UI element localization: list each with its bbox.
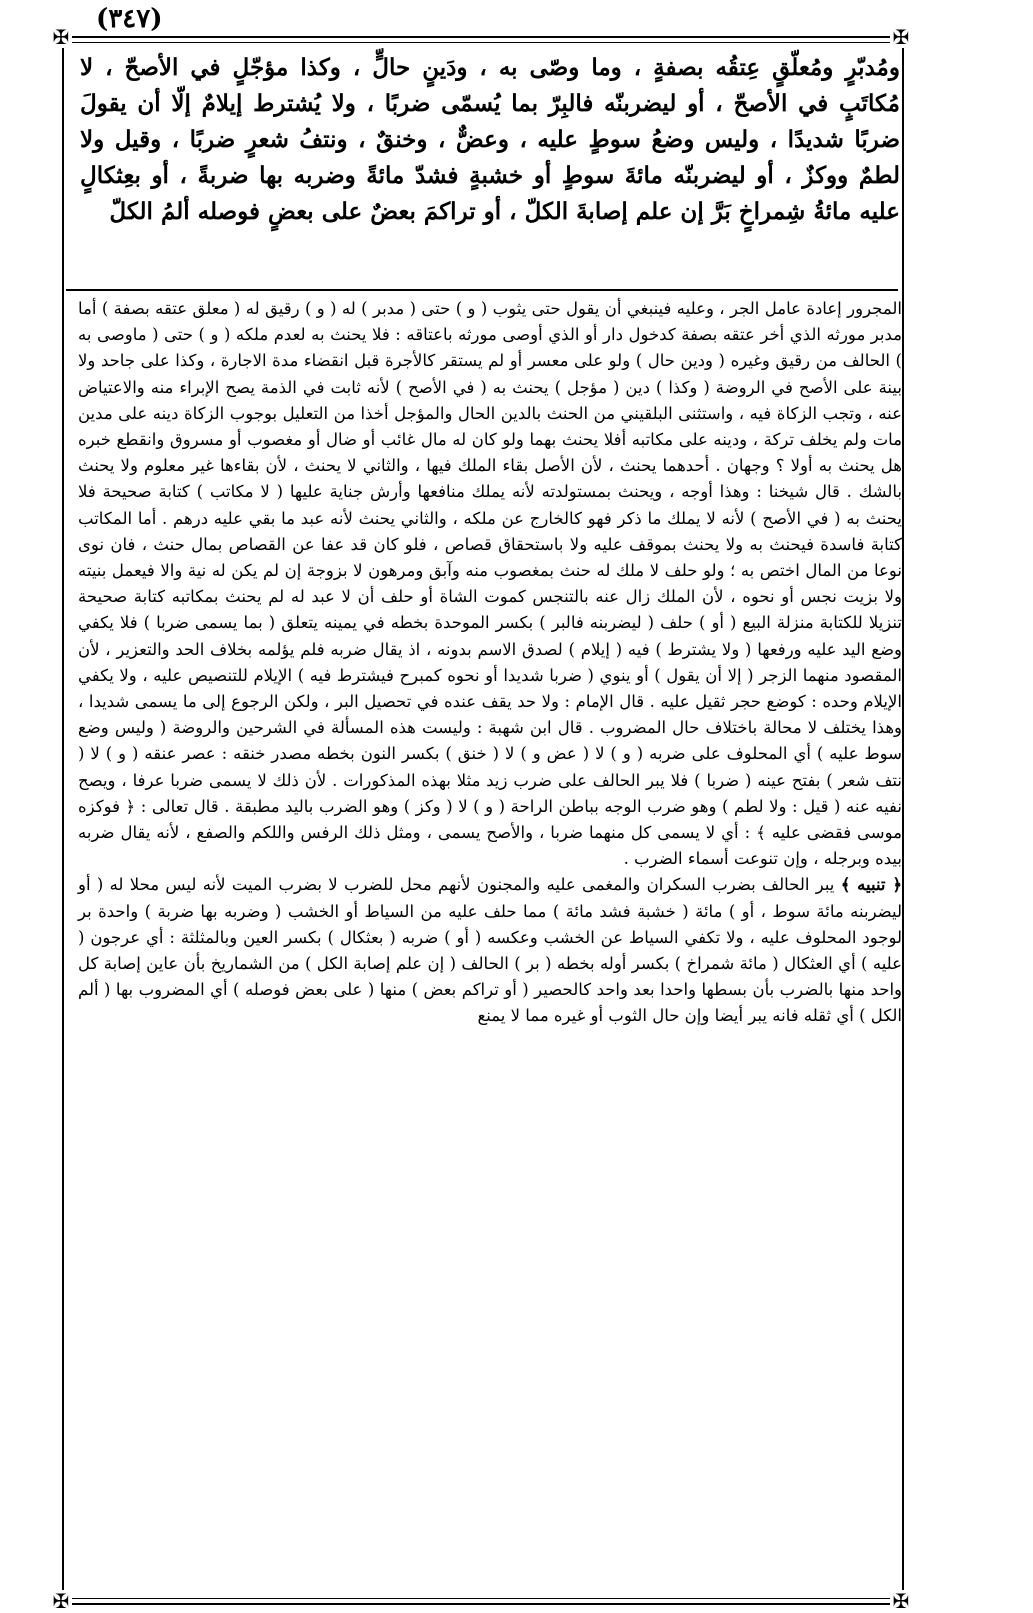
page-number: (٣٤٧) xyxy=(96,4,163,34)
note-text: يبر الحالف بضرب السكران والمغمى عليه والمجنون لأنهم محل للضرب لا بضرب الميت لأنه ليس محلا له ( أو ليضربنه مائة سوط ، أو ) مائة ( خشبة فشد مائة ) مما حلف عليه من السياط أو الخشب ( وضربه بها ضربة ) واحدة بر لوجود المحلوف عليه ، ولا تكفي السياط عن الخشب وعكسه ( أو ) ضربه ( بعثكال ) بكسر العين وبالمثلثة : أي عرجون ( عليه ) أي العثكال ( مائة شمراخ ) بكسر أوله بخطه ( بر ) الحالف ( إن علم إصابة الكل ) من الشماريخ بأن عاين إصابة كل واحد منها بالضرب بأن بسطها واحدا بعد واحد كالحصير ( أو تراكم بعض ) منها ( على بعض فوصله ) أي المضروب بها ( ألم الكل ) أي ثقله فانه يبر أيضا وإن حال الثوب أو غيره مما لا يمنع xyxy=(78,875,902,1026)
commentary-paragraph: المجرور إعادة عامل الجر ، وعليه فينبغي أن يقول حتى يثوب ( و ) حتى ( مدبر ) له ( و ) رقيق له ( معلق عتقه بصفة ) أما مدبر مورثه الذي أخر عتقه بصفة كدخول دار أو الذي أوصى مورثه باعتاقه : فلا يحنث به لعدم ملكه ( و ) حتى ( ماوصى به ) الحالف من رقيق وغيره ( ودين حال ) ولو على معسر أو لم يستقر كالأجرة قبل انقضاء مدة الاجارة ، وكذا على جاحد ولا بينة على الأصح في الروضة ( وكذا ) دين ( مؤجل ) يحنث به ( في الأصح ) لأنه ثابت في الذمة يصح الإبراء منه والاعتياض عنه ، وتجب الزكاة فيه ، واستثنى البلقيني من الحنث بالدين الحال والمؤجل أخذا من التعليل بوجوب الزكاة دينه على مدين مات ولم يخلف تركة ، ودينه على مكاتبه أفلا يحنث بهما ولو كان له مال غائب أو ضال أو مغصوب أو مسروق وانقطع خبره هل يحنث به أولا ؟ وجهان . أحدهما يحنث ، لأن الأصل بقاء الملك فيها ، والثاني لا يحنث ، لأن بقاءها غير معلوم ولا يحنث بالشك . قال شيخنا : وهذا أوجه ، ويحنث بمستولدته لأنه يملك منافعها وأرش جناية عليها ( لا مكاتب ) كتابة صحيحة فلا يحنث به ( في الأصح ) لأنه لا يملك ما ذكر فهو كالخارج عن ملكه ، والثاني يحنث لأنه عبد ما بقي عليه درهم . أما المكاتب كتابة فاسدة فيحنث به ولا يحنث بموقف عليه ولا باستحقاق قصاص ، فلو كان قد عفا عن القصاص بمال حنث ، فان نوى نوعا من المال اختص به ؛ ولو حلف لا ملك له حنث بمغصوب منه وآبق ومرهون لا بزوجة إن لم يكن له نية والا فيعمل بنيته ولا بزيت نجس أو نحوه ، لأن الملك زال عنه بالتنجس كموت الشاة أو حلف أن لا عبد له لم يحنث بمكاتبه كتابة صحيحة تنزيلا للكتابة منزلة البيع ( أو ) حلف ( ليضربنه فالبر ) بكسر الموحدة بخطه في يمينه يتعلق ( بما يسمى ضربا ) فلا يكفي وضع اليد عليه ورفعها ( ولا يشترط ) فيه ( إيلام ) لصدق الاسم بدونه ، اذ يقال ضربه فلم يؤلمه بخلاف الحد والتعزير ، لأن المقصود منهما الزجر ( إلا أن يقول ) أو ينوي ( ضربا شديدا أو نحوه كمبرح فيشترط فيه ) الإيلام للتنصيص عليه ، ولا يكفي الإيلام وحده : كوضع حجر ثقيل عليه . قال الإمام : ولا حد يقف عنده في تحصيل البر ، ولكن الرجوع إلى ما يسمى شديدا ، وهذا يختلف لا محالة باختلاف حال المضروب . قال ابن شهبة : وليست هذه المسألة في الشرحين والروضة ( وليس وضع سوط عليه ) أي المحلوف على ضربه ( و ) لا ( عض و ) لا ( خنق ) بكسر النون بخطه مصدر خنقه : عصر عنقه ( و ) لا ( نتف شعر ) بفتح عينه ( ضربا ) فلا يبر الحالف على ضرب زيد مثلا بهذه المذكورات . لأن ذلك لا يسمى ضربا عرفا ، ويصح نفيه عنه ( قيل : ولا لطم ) وهو ضرب الوجه بباطن الراحة ( و ) لا ( وكز ) وهو الضرب باليد مطبقة . قال تعالى : ﴿ فوكزه موسى فقضى عليه ﴾ : أي لا يسمى كل منهما ضربا ، والأصح يسمى ، ومثل ذلك الرفس واللكم والصفع ، لأنه يقال ضربه بيده وبرجله ، وإن تنوعت أسماء الضرب . xyxy=(78,299,902,869)
corner-ornament-icon: ✠ xyxy=(50,26,72,48)
frame-bottom-rule xyxy=(55,1598,905,1605)
corner-ornament-icon: ✠ xyxy=(890,1590,912,1612)
frame-top-rule xyxy=(55,36,905,43)
commentary-note-paragraph xyxy=(78,872,902,1029)
commentary xyxy=(78,296,902,1030)
section-divider xyxy=(66,289,898,291)
main-text-body: ومُدبّرٍ ومُعلّقٍ عِتقُه بصفةٍ ، وما وصّى به ، ودَينٍ حالٍّ ، وكذا مؤجّلٍ في الأصحّ ، لا مُكاتَبٍ في الأصحّ ، أو ليضربنّه فالبِرّ بما يُسمّى ضربًا ، ولا يُشترط إيلامٌ إلّا أن يقولَ ضربًا شديدًا ، وليس وضعُ سوطٍ عليه ، وعضٌّ ، وخنقٌ ، ونتفُ شعرٍ ضربًا ، وقيل ولا لطمٌ ووكزٌ ، أو ليضربنّه مائةَ سوطٍ أو خشبةٍ فشدّ مائةً وضربه بها ضربةً ، أو بعِثكالٍ عليه مائةُ شِمراخٍ بَرَّ إن علم إصابةَ الكلّ ، أو تراكمَ بعضٌ على بعضٍ فوصله ألمُ الكلّ xyxy=(80,54,900,225)
corner-ornament-icon: ✠ xyxy=(890,26,912,48)
corner-ornament-icon: ✠ xyxy=(50,1590,72,1612)
note-label: ﴿ تنبيه ﴾ xyxy=(840,875,902,895)
main-text xyxy=(80,50,900,230)
